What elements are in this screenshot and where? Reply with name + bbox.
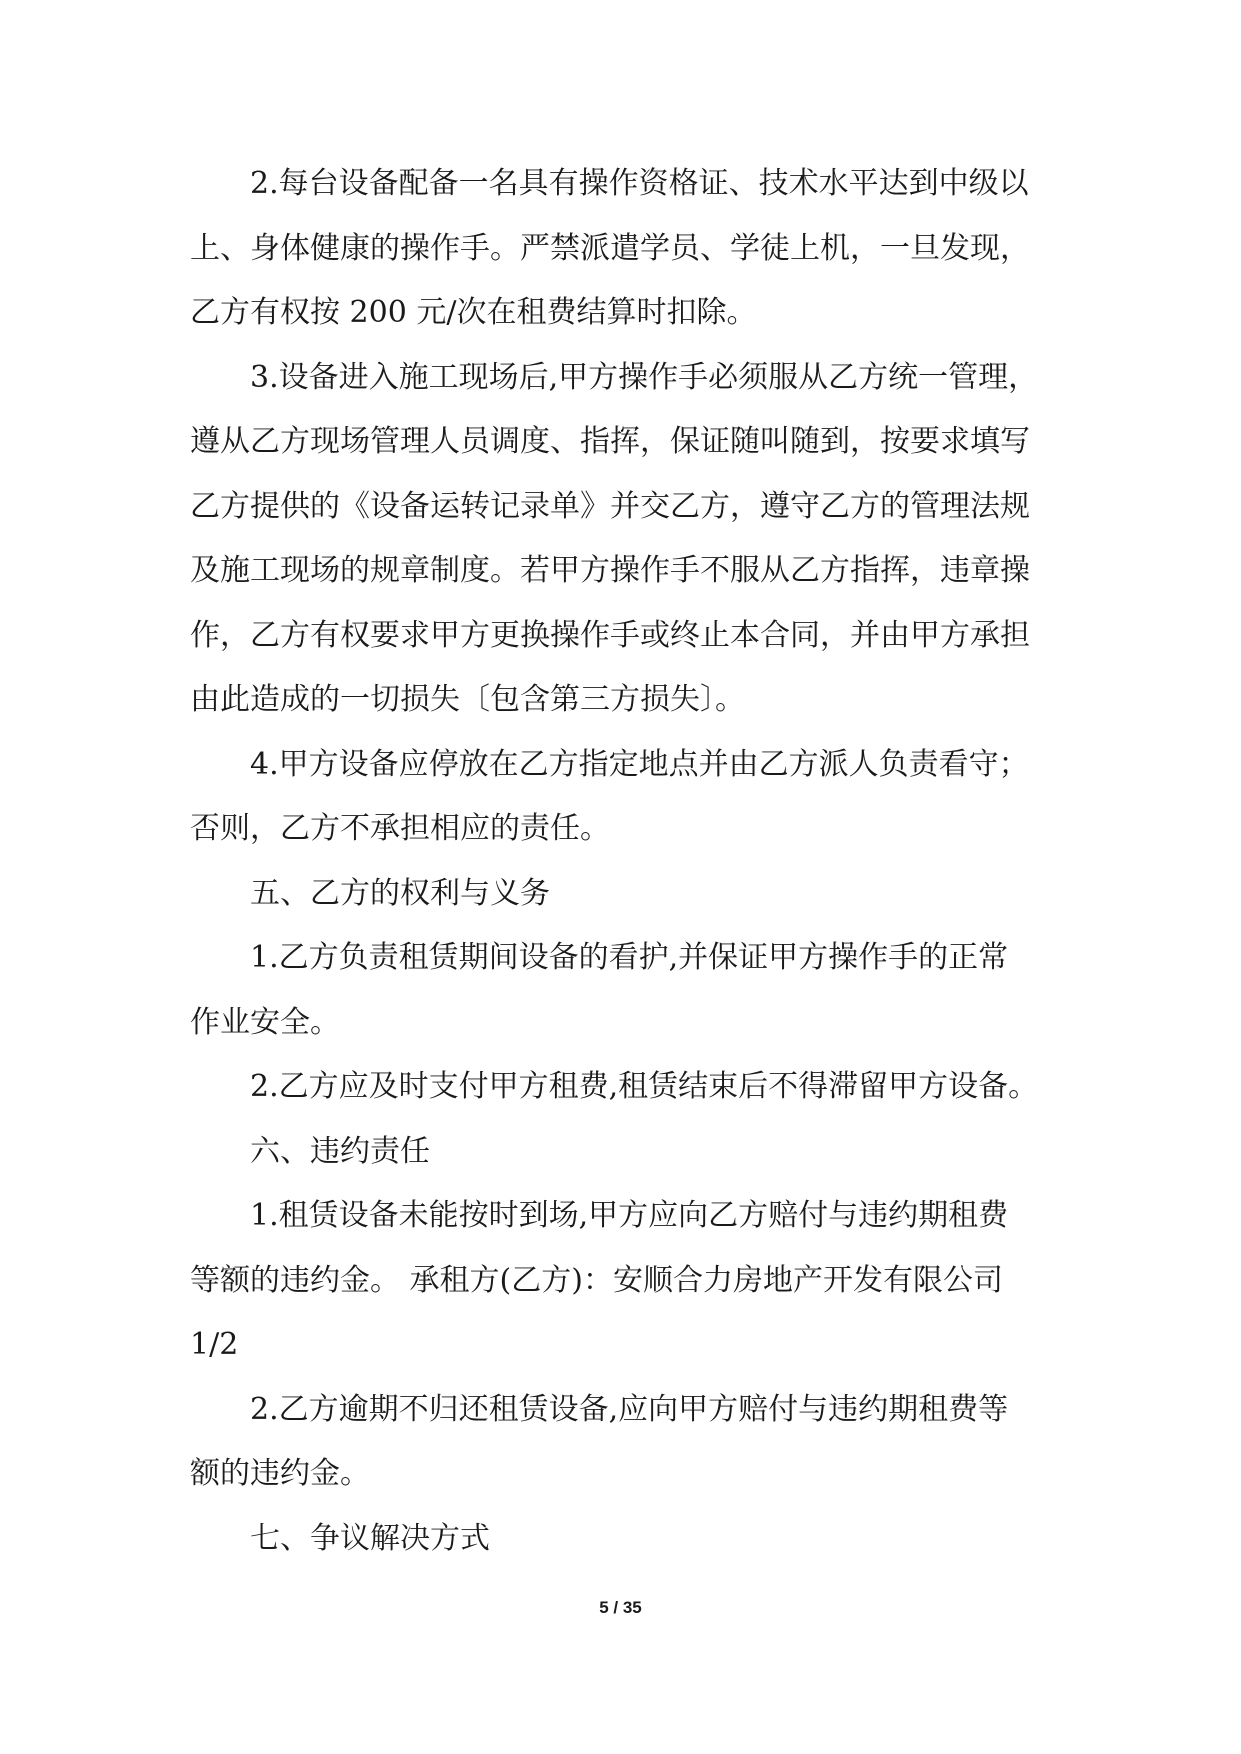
text-line: 2.乙方应及时支付甲方租费,租赁结束后不得滞留甲方设备。	[250, 1069, 1039, 1104]
text-line: 及施工现场的规章制度。若甲方操作手不服从乙方指挥，违章操	[190, 553, 1030, 588]
text-line: 2.乙方逾期不归还租赁设备,应向甲方赔付与违约期租费等	[250, 1391, 1009, 1427]
paragraph-party-b-care	[190, 926, 1090, 1055]
paragraph-operator-qualification	[190, 152, 1090, 346]
text-line: 乙方有权按 200 元/次在租费结算时扣除。	[190, 295, 757, 330]
section-heading-breach-liability	[190, 1120, 1090, 1185]
text-line: 遵从乙方现场管理人员调度、指挥，保证随叫随到，按要求填写	[190, 424, 1030, 459]
text-line: 作，乙方有权要求甲方更换操作手或终止本合同，并由甲方承担	[190, 617, 1030, 653]
document-body	[190, 152, 1090, 1571]
text-line: 4.甲方设备应停放在乙方指定地点并由乙方派人负责看守；	[250, 746, 1029, 782]
text-line: 由此造成的一切损失〔包含第三方损失〕。	[190, 682, 745, 717]
text-line: 乙方提供的《设备运转记录单》并交乙方，遵守乙方的管理法规	[190, 488, 1030, 524]
section-heading-party-b-rights	[190, 862, 1090, 927]
text-line: 上、身体健康的操作手。严禁派遣学员、学徒上机，一旦发现，	[190, 230, 1030, 266]
text-line: 1.乙方负责租赁期间设备的看护,并保证甲方操作手的正常	[250, 940, 1009, 975]
text-line: 2.每台设备配备一名具有操作资格证、技术水平达到中级以	[250, 166, 1029, 201]
text-line: 六、违约责任	[250, 1133, 430, 1169]
paragraph-site-management	[190, 346, 1090, 733]
text-line: 七、争议解决方式	[250, 1520, 490, 1556]
text-line: 3.设备进入施工现场后,甲方操作手必须服从乙方统一管理，	[250, 359, 1039, 395]
text-line: 作业安全。	[190, 1004, 340, 1040]
page-number: 5 / 35	[599, 1598, 642, 1617]
section-heading-dispute-resolution	[190, 1507, 1090, 1572]
text-line: 额的违约金。	[190, 1456, 370, 1491]
paragraph-late-arrival-penalty	[190, 1184, 1090, 1378]
paragraph-equipment-parking	[190, 733, 1090, 862]
paragraph-party-b-payment	[190, 1055, 1090, 1120]
text-line: 五、乙方的权利与义务	[250, 875, 550, 911]
text-line: 否则，乙方不承担相应的责任。	[190, 811, 610, 846]
text-line: 等额的违约金。 承租方(乙方)：安顺合力房地产开发有限公司	[190, 1262, 1003, 1298]
paragraph-late-return-penalty	[190, 1378, 1090, 1507]
text-line: 1/2	[190, 1327, 239, 1362]
text-line: 1.租赁设备未能按时到场,甲方应向乙方赔付与违约期租费	[250, 1198, 1009, 1233]
